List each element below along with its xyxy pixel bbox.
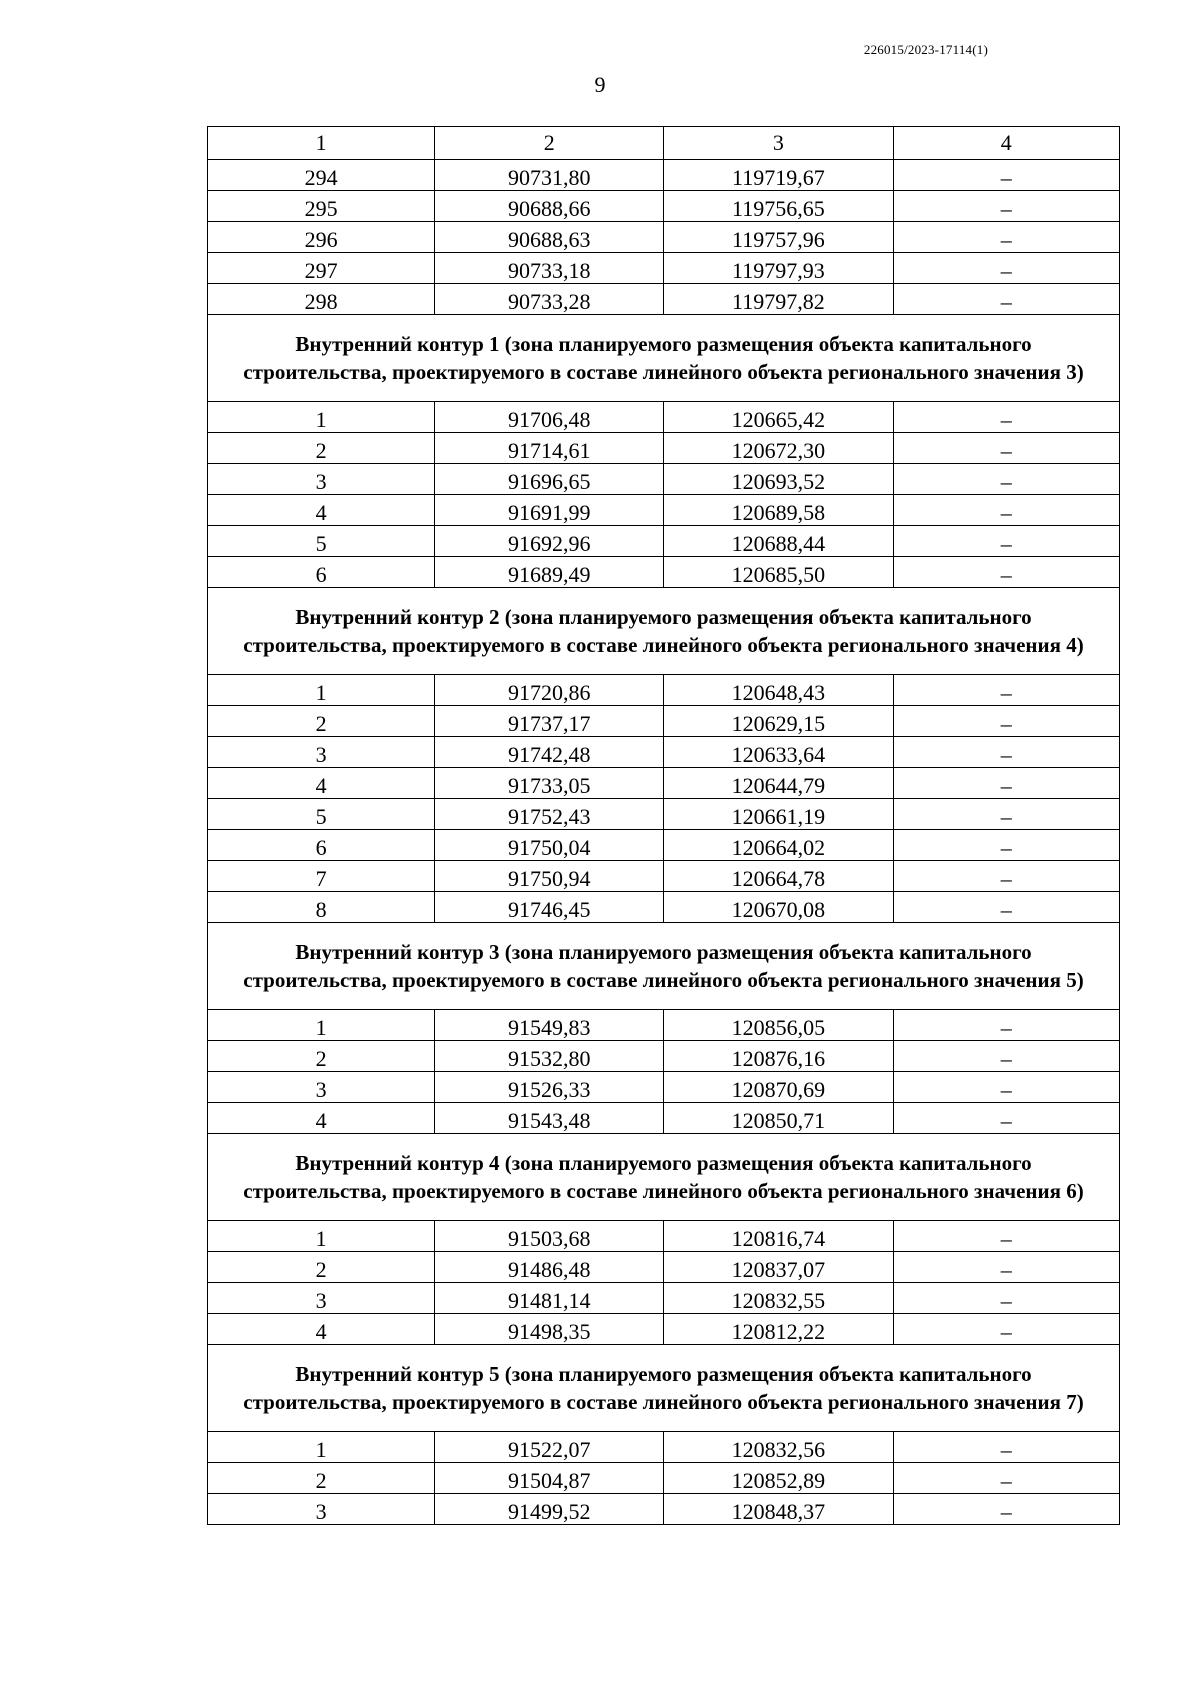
x-coordinate-cell: 91689,49 <box>435 557 664 588</box>
point-number-cell: 7 <box>208 861 435 892</box>
y-coordinate-cell: 120850,71 <box>664 1103 893 1134</box>
point-number-cell: 4 <box>208 495 435 526</box>
table-row <box>208 253 1120 284</box>
point-number-cell: 2 <box>208 1463 435 1494</box>
y-coordinate-cell: 120672,30 <box>664 433 893 464</box>
y-coordinate-cell: 120856,05 <box>664 1010 893 1041</box>
note-cell: – <box>893 557 1119 588</box>
note-cell: – <box>893 706 1119 737</box>
point-number-cell: 6 <box>208 557 435 588</box>
x-coordinate-cell: 91737,17 <box>435 706 664 737</box>
table-row <box>208 1221 1120 1252</box>
note-cell: – <box>893 1103 1119 1134</box>
column-header-4: 4 <box>893 127 1119 160</box>
point-number-cell: 4 <box>208 768 435 799</box>
y-coordinate-cell: 119797,82 <box>664 284 893 315</box>
table-row <box>208 1432 1120 1463</box>
table-row <box>208 464 1120 495</box>
y-coordinate-cell: 120685,50 <box>664 557 893 588</box>
point-number-cell: 295 <box>208 191 435 222</box>
x-coordinate-cell: 91733,05 <box>435 768 664 799</box>
table-row <box>208 1103 1120 1134</box>
note-cell: – <box>893 1041 1119 1072</box>
x-coordinate-cell: 90688,66 <box>435 191 664 222</box>
x-coordinate-cell: 91720,86 <box>435 675 664 706</box>
section-title: Внутренний контур 2 (зона планируемого размещения объекта капитального строительства, проектируемого в составе линейного объекта регионального значения 4) <box>208 588 1120 675</box>
y-coordinate-cell: 120832,56 <box>664 1432 893 1463</box>
table-row <box>208 737 1120 768</box>
y-coordinate-cell: 120661,19 <box>664 799 893 830</box>
y-coordinate-cell: 119757,96 <box>664 222 893 253</box>
note-cell: – <box>893 737 1119 768</box>
note-cell: – <box>893 1072 1119 1103</box>
table-row <box>208 1463 1120 1494</box>
note-cell: – <box>893 253 1119 284</box>
x-coordinate-cell: 90733,28 <box>435 284 664 315</box>
section-header-row <box>208 1134 1120 1221</box>
x-coordinate-cell: 91522,07 <box>435 1432 664 1463</box>
note-cell: – <box>893 1283 1119 1314</box>
table-row <box>208 892 1120 923</box>
table-row <box>208 557 1120 588</box>
y-coordinate-cell: 120648,43 <box>664 675 893 706</box>
point-number-cell: 3 <box>208 737 435 768</box>
note-cell: – <box>893 1463 1119 1494</box>
column-header-3: 3 <box>664 127 893 160</box>
note-cell: – <box>893 1432 1119 1463</box>
x-coordinate-cell: 91692,96 <box>435 526 664 557</box>
section-title: Внутренний контур 5 (зона планируемого размещения объекта капитального строительства, проектируемого в составе линейного объекта регионального значения 7) <box>208 1345 1120 1432</box>
table-row <box>208 1041 1120 1072</box>
x-coordinate-cell: 91503,68 <box>435 1221 664 1252</box>
y-coordinate-cell: 120644,79 <box>664 768 893 799</box>
point-number-cell: 294 <box>208 160 435 191</box>
x-coordinate-cell: 91499,52 <box>435 1494 664 1525</box>
note-cell: – <box>893 495 1119 526</box>
x-coordinate-cell: 91746,45 <box>435 892 664 923</box>
section-title: Внутренний контур 4 (зона планируемого размещения объекта капитального строительства, проектируемого в составе линейного объекта регионального значения 6) <box>208 1134 1120 1221</box>
x-coordinate-cell: 90688,63 <box>435 222 664 253</box>
point-number-cell: 1 <box>208 675 435 706</box>
section-header-row <box>208 1345 1120 1432</box>
table-row <box>208 1010 1120 1041</box>
y-coordinate-cell: 120633,64 <box>664 737 893 768</box>
table-row <box>208 706 1120 737</box>
section-header-row <box>208 315 1120 402</box>
table-row <box>208 222 1120 253</box>
y-coordinate-cell: 119719,67 <box>664 160 893 191</box>
y-coordinate-cell: 119797,93 <box>664 253 893 284</box>
point-number-cell: 1 <box>208 402 435 433</box>
note-cell: – <box>893 433 1119 464</box>
x-coordinate-cell: 91549,83 <box>435 1010 664 1041</box>
x-coordinate-cell: 90733,18 <box>435 253 664 284</box>
table-body <box>208 127 1120 1525</box>
y-coordinate-cell: 120693,52 <box>664 464 893 495</box>
point-number-cell: 2 <box>208 1041 435 1072</box>
column-header-2: 2 <box>435 127 664 160</box>
point-number-cell: 4 <box>208 1314 435 1345</box>
point-number-cell: 8 <box>208 892 435 923</box>
y-coordinate-cell: 120870,69 <box>664 1072 893 1103</box>
point-number-cell: 3 <box>208 464 435 495</box>
x-coordinate-cell: 91750,94 <box>435 861 664 892</box>
table-row <box>208 1283 1120 1314</box>
point-number-cell: 2 <box>208 433 435 464</box>
table-row <box>208 402 1120 433</box>
point-number-cell: 5 <box>208 526 435 557</box>
point-number-cell: 3 <box>208 1072 435 1103</box>
table-row <box>208 433 1120 464</box>
note-cell: – <box>893 284 1119 315</box>
note-cell: – <box>893 861 1119 892</box>
coordinates-table <box>207 126 1120 1525</box>
note-cell: – <box>893 1221 1119 1252</box>
table-row <box>208 1072 1120 1103</box>
point-number-cell: 1 <box>208 1010 435 1041</box>
point-number-cell: 3 <box>208 1494 435 1525</box>
y-coordinate-cell: 120629,15 <box>664 706 893 737</box>
note-cell: – <box>893 799 1119 830</box>
note-cell: – <box>893 1010 1119 1041</box>
point-number-cell: 297 <box>208 253 435 284</box>
x-coordinate-cell: 91486,48 <box>435 1252 664 1283</box>
table-row <box>208 1252 1120 1283</box>
y-coordinate-cell: 119756,65 <box>664 191 893 222</box>
note-cell: – <box>893 675 1119 706</box>
x-coordinate-cell: 91691,99 <box>435 495 664 526</box>
note-cell: – <box>893 768 1119 799</box>
note-cell: – <box>893 464 1119 495</box>
table-row <box>208 861 1120 892</box>
x-coordinate-cell: 91752,43 <box>435 799 664 830</box>
y-coordinate-cell: 120688,44 <box>664 526 893 557</box>
column-header-1: 1 <box>208 127 435 160</box>
note-cell: – <box>893 526 1119 557</box>
y-coordinate-cell: 120670,08 <box>664 892 893 923</box>
section-title: Внутренний контур 3 (зона планируемого размещения объекта капитального строительства, проектируемого в составе линейного объекта регионального значения 5) <box>208 923 1120 1010</box>
x-coordinate-cell: 91498,35 <box>435 1314 664 1345</box>
document-id: 226015/2023-17114(1) <box>863 42 988 57</box>
y-coordinate-cell: 120816,74 <box>664 1221 893 1252</box>
note-cell: – <box>893 1252 1119 1283</box>
table-row <box>208 768 1120 799</box>
table-row <box>208 1494 1120 1525</box>
point-number-cell: 3 <box>208 1283 435 1314</box>
table-row <box>208 1314 1120 1345</box>
note-cell: – <box>893 402 1119 433</box>
y-coordinate-cell: 120876,16 <box>664 1041 893 1072</box>
note-cell: – <box>893 892 1119 923</box>
x-coordinate-cell: 90731,80 <box>435 160 664 191</box>
point-number-cell: 6 <box>208 830 435 861</box>
section-header-row <box>208 588 1120 675</box>
x-coordinate-cell: 91526,33 <box>435 1072 664 1103</box>
point-number-cell: 4 <box>208 1103 435 1134</box>
x-coordinate-cell: 91532,80 <box>435 1041 664 1072</box>
x-coordinate-cell: 91504,87 <box>435 1463 664 1494</box>
note-cell: – <box>893 830 1119 861</box>
table-row <box>208 284 1120 315</box>
note-cell: – <box>893 191 1119 222</box>
section-header-row <box>208 923 1120 1010</box>
y-coordinate-cell: 120665,42 <box>664 402 893 433</box>
table-row <box>208 495 1120 526</box>
point-number-cell: 2 <box>208 706 435 737</box>
y-coordinate-cell: 120848,37 <box>664 1494 893 1525</box>
point-number-cell: 298 <box>208 284 435 315</box>
note-cell: – <box>893 160 1119 191</box>
table-row <box>208 526 1120 557</box>
point-number-cell: 1 <box>208 1432 435 1463</box>
y-coordinate-cell: 120852,89 <box>664 1463 893 1494</box>
y-coordinate-cell: 120832,55 <box>664 1283 893 1314</box>
y-coordinate-cell: 120664,02 <box>664 830 893 861</box>
y-coordinate-cell: 120689,58 <box>664 495 893 526</box>
x-coordinate-cell: 91750,04 <box>435 830 664 861</box>
point-number-cell: 2 <box>208 1252 435 1283</box>
section-title: Внутренний контур 1 (зона планируемого размещения объекта капитального строительства, проектируемого в составе линейного объекта регионального значения 3) <box>208 315 1120 402</box>
note-cell: – <box>893 1314 1119 1345</box>
note-cell: – <box>893 1494 1119 1525</box>
page-number: 9 <box>594 72 606 97</box>
x-coordinate-cell: 91543,48 <box>435 1103 664 1134</box>
header-row <box>208 127 1120 160</box>
point-number-cell: 296 <box>208 222 435 253</box>
y-coordinate-cell: 120812,22 <box>664 1314 893 1345</box>
table-row <box>208 160 1120 191</box>
y-coordinate-cell: 120664,78 <box>664 861 893 892</box>
table-row <box>208 675 1120 706</box>
point-number-cell: 1 <box>208 1221 435 1252</box>
x-coordinate-cell: 91706,48 <box>435 402 664 433</box>
point-number-cell: 5 <box>208 799 435 830</box>
note-cell: – <box>893 222 1119 253</box>
y-coordinate-cell: 120837,07 <box>664 1252 893 1283</box>
x-coordinate-cell: 91714,61 <box>435 433 664 464</box>
x-coordinate-cell: 91696,65 <box>435 464 664 495</box>
table-row <box>208 830 1120 861</box>
x-coordinate-cell: 91742,48 <box>435 737 664 768</box>
table-row <box>208 191 1120 222</box>
x-coordinate-cell: 91481,14 <box>435 1283 664 1314</box>
table-row <box>208 799 1120 830</box>
